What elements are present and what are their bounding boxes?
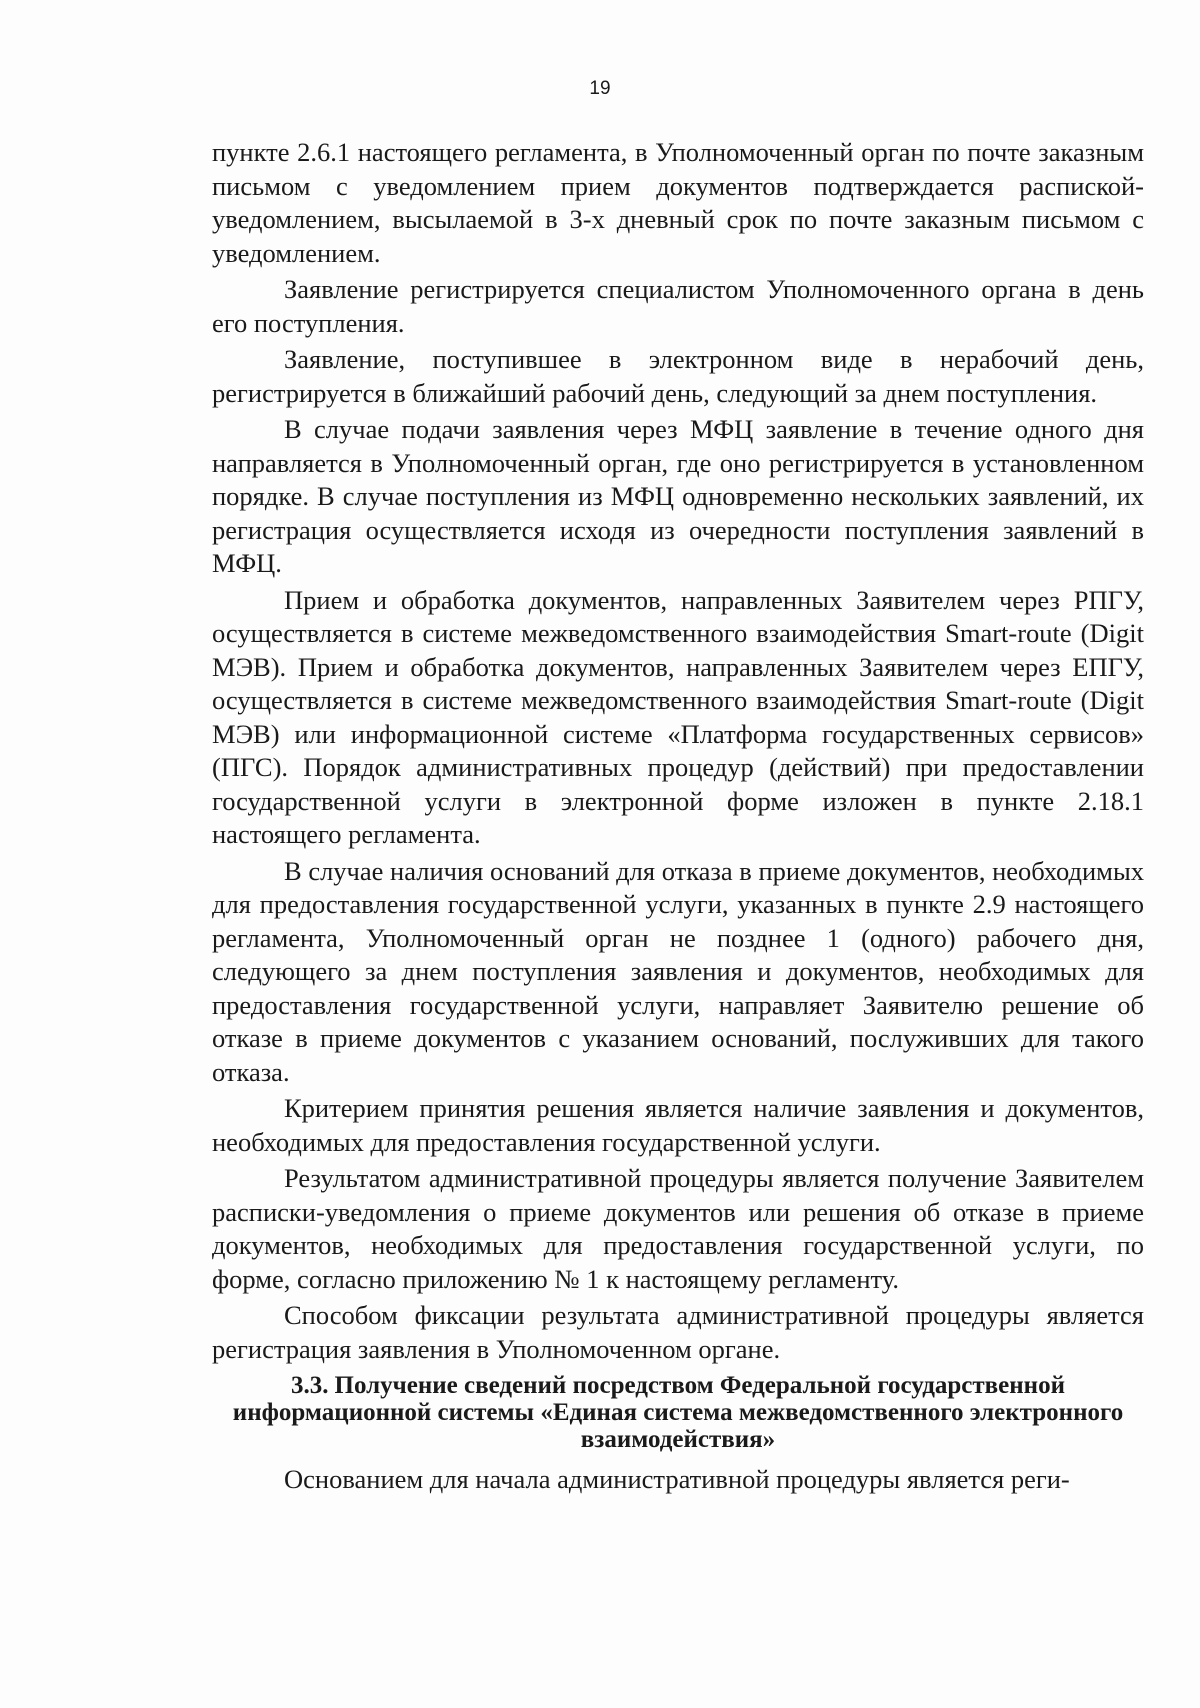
paragraph: Способом фиксации результата административной процедуры является регистрация заявления в Уполномоченном органе. (212, 1300, 1144, 1364)
paragraph: Основанием для начала административной процедуры является реги- (284, 1464, 1070, 1494)
paragraph: В случае подачи заявления через МФЦ заявление в течение одного дня направляется в Уполномоченный орган, где оно регистрируется в установленном порядке. В случае поступления из МФЦ одновременно нескольких заявлений, их регистрация осуществляется исходя из очередности поступления заявлений в МФЦ. (212, 414, 1144, 578)
paragraph: Результатом административной процедуры является получение Заявителем расписки-уведомления о приеме документов или решения об отказе в приеме документов, необходимых для предоставления государственной услуги, по форме, согласно приложению № 1 к настоящему регламенту. (212, 1163, 1144, 1294)
section-title: Получение сведений посредством Федеральной государственной информационной системы «Единая система межведомственного электронного взаимодействия» (232, 1372, 1124, 1453)
paragraph: Заявление регистрируется специалистом Уполномоченного органа в день его поступления. (212, 274, 1144, 338)
document-body (212, 136, 1144, 1500)
paragraph: Прием и обработка документов, направленных Заявителем через РПГУ, осуществляется в системе межведомственного взаимодействия Smart-route (Digit МЭВ). Прием и обработка документов, направленных Заявителем через ЕПГУ, осуществляется в системе межведомственного взаимодействия Smart-route (Digit МЭВ) или информационной системе «Платформа государственных сервисов» (ПГС). Порядок административных процедур (действий) при предоставлении государственной услуги в электронной форме изложен в пункте 2.18.1 настоящего регламента. (212, 584, 1144, 849)
paragraph: В случае наличия оснований для отказа в приеме документов, необходимых для предоставления государственной услуги, указанных в пункте 2.9 настоящего регламента, Уполномоченный орган не позднее 1 (одного) рабочего дня, следующего за днем поступления заявления и документов, необходимых для предоставления государственной услуги, направляет Заявителю решение об отказе в приеме документов с указанием оснований, послуживших для такого отказа. (212, 855, 1144, 1087)
paragraph: пункте 2.6.1 настоящего регламента, в Уполномоченный орган по почте заказным письмом с уведомлением прием документов подтверждается распиской-уведомлением, высылаемой в 3-х дневный срок по почте заказным письмом с уведомлением. (212, 137, 1144, 268)
section-number: 3.3. (291, 1372, 329, 1399)
paragraph: Заявление, поступившее в электронном виде в нерабочий день, регистрируется в ближайший рабочий день, следующий за днем поступления. (212, 344, 1144, 408)
paragraph: Критерием принятия решения является наличие заявления и документов, необходимых для предоставления государственной услуги. (212, 1093, 1144, 1157)
page-number: 19 (589, 78, 611, 99)
section-heading (212, 1372, 1144, 1453)
